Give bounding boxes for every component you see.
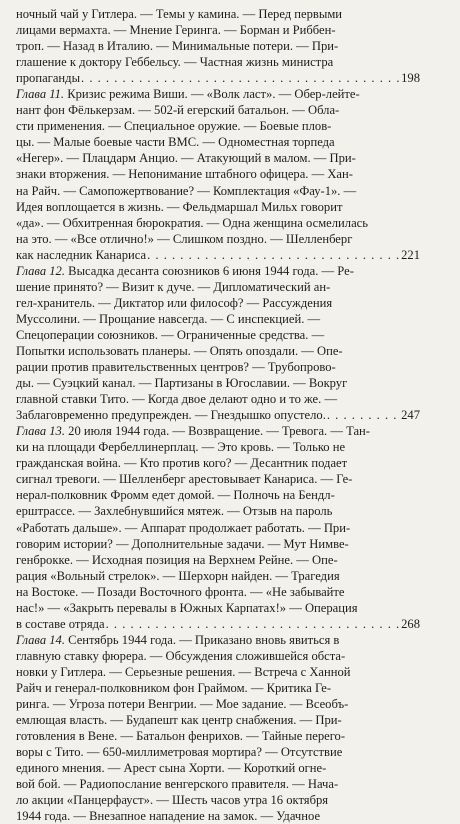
toc-line-text: на это. — «Все отлично!» — Слишком поздно. — Шелленберг bbox=[16, 231, 353, 246]
toc-line bbox=[16, 520, 420, 536]
toc-line-text: Идея воплощается в жизнь. — Фельдмаршал Мильх говорит bbox=[16, 199, 343, 214]
toc-line-text: Спецоперации союзников. — Ограниченные средства. — bbox=[16, 327, 325, 342]
toc-line bbox=[16, 134, 420, 150]
dot-leader bbox=[106, 616, 400, 632]
chapter-label: Глава 12. bbox=[16, 263, 66, 278]
chapter-label: Глава 11. bbox=[16, 87, 65, 102]
toc-line bbox=[16, 664, 420, 680]
toc-line-text: «Негер». — Плацдарм Анцио. — Атакующий в малом. — При- bbox=[16, 151, 356, 166]
toc-line bbox=[16, 327, 420, 343]
toc-line bbox=[16, 183, 420, 199]
page-number: 268 bbox=[401, 616, 420, 631]
toc-line bbox=[16, 359, 420, 375]
dot-leader bbox=[81, 70, 400, 86]
toc-line-text: рация «Вольный стрелок». — Шерхорн найден. — Трагедия bbox=[16, 568, 340, 583]
dot-leader bbox=[327, 407, 400, 423]
toc-line-text: главную ставку фюрера. — Обсуждения сложившейся обста- bbox=[16, 648, 346, 663]
toc-line-text: емлющая власть. — Будапешт как центр снабжения. — При- bbox=[16, 713, 342, 728]
toc-line-text: в составе отряда bbox=[16, 616, 105, 631]
toc-line bbox=[16, 487, 420, 503]
toc-line bbox=[16, 6, 420, 22]
toc-line bbox=[16, 166, 420, 182]
toc-line-text: Заблаговременно предупрежден. — Гнездышко опустело. bbox=[16, 408, 326, 423]
toc-line bbox=[16, 568, 420, 584]
toc-line-text: троп. — Назад в Италию. — Минимальные потери. — При- bbox=[16, 39, 339, 54]
toc-line bbox=[16, 391, 420, 407]
toc-line bbox=[16, 616, 420, 632]
toc-line-text: говорим истории? — Дополнительные задачи. — Мут Нимве- bbox=[16, 536, 349, 551]
chapter-heading-line bbox=[16, 263, 420, 279]
toc-line-text: пропаганды bbox=[16, 71, 81, 86]
toc-line-text: знаки вторжения. — Непонимание штабного офицера. — Хан- bbox=[16, 167, 353, 182]
toc-line bbox=[16, 311, 420, 327]
toc-line bbox=[16, 22, 420, 38]
toc-line-text: Высадка десанта союзников 6 июня 1944 года. — Ре- bbox=[65, 263, 354, 278]
toc-line bbox=[16, 808, 420, 824]
toc-line bbox=[16, 38, 420, 54]
toc-line-text: Муссолини. — Прощание навсегда. — С инспекцией. — bbox=[16, 311, 321, 326]
page-number: 198 bbox=[401, 71, 420, 86]
toc-line bbox=[16, 760, 420, 776]
toc-line-text: 1944 года. — Внезапное нападение на замок. — Удачное bbox=[16, 809, 321, 824]
toc-line-text: ринга. — Угроза потери Венгрии. — Мое задание. — Всеобъ- bbox=[16, 697, 349, 712]
toc-line-text: на Востоке. — Позади Восточного фронта. — «Не забывайте bbox=[16, 584, 345, 599]
chapter-label: Глава 14. bbox=[16, 632, 66, 647]
toc-line bbox=[16, 247, 420, 263]
toc-line bbox=[16, 118, 420, 134]
chapter-label: Глава 13. bbox=[16, 424, 66, 439]
toc-line bbox=[16, 375, 420, 391]
toc-line bbox=[16, 279, 420, 295]
toc-line-text: Сентябрь 1944 года. — Приказано вновь явиться в bbox=[65, 632, 340, 647]
toc-line bbox=[16, 54, 420, 70]
chapter-heading-line bbox=[16, 423, 420, 439]
toc-line-text: нас!» — «Закрыть перевалы в Южных Карпатах!» — Операция bbox=[16, 600, 358, 615]
toc-line bbox=[16, 231, 420, 247]
toc-line bbox=[16, 728, 420, 744]
toc-line bbox=[16, 584, 420, 600]
toc-line-text: сигнал тревоги. — Шелленберг арестовывает Канариса. — Ге- bbox=[16, 472, 353, 487]
toc-line-text: Попытки использовать планеры. — Опять опоздали. — Опе- bbox=[16, 343, 343, 358]
toc-line-text: ло акции «Панцерфауст». — Шесть часов утра 16 октября bbox=[16, 793, 329, 808]
toc-line-text: главной ставки Тито. — Когда двое делают одно и то же. — bbox=[16, 392, 338, 407]
toc-line-text: «да». — Обхитренная бюрократия. — Одна женщина осмелилась bbox=[16, 215, 368, 230]
toc-line-text: Райч и генерал-полковником фон Граймом. — Критика Ге- bbox=[16, 680, 332, 695]
toc-line-text: 20 июля 1944 года. — Возвращение. — Тревога. — Тан- bbox=[65, 424, 370, 439]
toc-line-text: ночный чай у Гитлера. — Темы у камина. — Перед первыми bbox=[16, 7, 343, 21]
toc-line bbox=[16, 215, 420, 231]
toc-line bbox=[16, 696, 420, 712]
toc-line-text: ки на площади Фербеллинерплац. — Это кровь. — Только не bbox=[16, 440, 346, 455]
toc-line bbox=[16, 407, 420, 423]
toc-line-text: Кризис режима Виши. — «Волк ласт». — Обер-лейте- bbox=[64, 87, 360, 102]
toc-line-text: сти применения. — Специальное оружие. — Боевые плов- bbox=[16, 119, 332, 134]
toc-line bbox=[16, 343, 420, 359]
toc-line bbox=[16, 70, 420, 86]
toc-line bbox=[16, 792, 420, 808]
toc-line bbox=[16, 199, 420, 215]
toc-line-text: готовления в Вене. — Батальон фенрихов. — Тайные перего- bbox=[16, 729, 346, 744]
toc-line-text: генброкке. — Исходная позиция на Верхнем Рейне. — Опе- bbox=[16, 552, 338, 567]
toc-line-text: лицами вермахта. — Мнение Геринга. — Борман и Риббен- bbox=[16, 23, 336, 38]
toc-line bbox=[16, 295, 420, 311]
toc-line-text: шение принято? — Визит к дуче. — Дипломатический ан- bbox=[16, 279, 331, 294]
toc-line-text: как наследник Канариса bbox=[16, 247, 147, 262]
toc-line-text: гел-хранитель. — Диктатор или философ? — Рассуждения bbox=[16, 295, 333, 310]
toc-line bbox=[16, 150, 420, 166]
toc-line-text: нант фон Фёлькерзам. — 502-й егерский батальон. — Обла- bbox=[16, 103, 340, 118]
toc-line bbox=[16, 648, 420, 664]
toc-line bbox=[16, 102, 420, 118]
chapter-heading-line bbox=[16, 86, 420, 102]
toc-line bbox=[16, 536, 420, 552]
toc-line-text: ерштрассе. — Захлебнувшийся мятеж. — Отзыв на пароль bbox=[16, 504, 333, 519]
toc-line-text: «Работать дальше». — Аппарат продолжает работать. — При- bbox=[16, 520, 351, 535]
toc-line-text: воры с Тито. — 650-миллиметровая мортира? — Отсутствие bbox=[16, 745, 343, 760]
page-number: 221 bbox=[401, 247, 420, 262]
toc-line bbox=[16, 503, 420, 519]
toc-line bbox=[16, 712, 420, 728]
toc-line-text: ды. — Суэцкий канал. — Партизаны в Югославии. — Вокруг bbox=[16, 376, 348, 391]
toc-line-text: единого мнения. — Арест сына Хорти. — Короткий огне- bbox=[16, 761, 327, 776]
toc-line-text: гражданская война. — Кто против кого? — Десантник подает bbox=[16, 456, 348, 471]
toc-line-text: цы. — Малые боевые части ВМС. — Одноместная торпеда bbox=[16, 135, 335, 150]
toc-line bbox=[16, 455, 420, 471]
toc-line bbox=[16, 744, 420, 760]
toc-line bbox=[16, 471, 420, 487]
page-number: 247 bbox=[401, 408, 420, 423]
toc-line-text: нерал-полковник Фромм едет домой. — Полночь на Бендл- bbox=[16, 488, 335, 503]
toc-line bbox=[16, 439, 420, 455]
toc-line-text: новки у Гитлера. — Серьезные решения. — Встреча с Ханной bbox=[16, 664, 351, 679]
toc-line-text: рации против правительственных центров? — Трубопрово- bbox=[16, 360, 336, 375]
toc-line bbox=[16, 600, 420, 616]
toc-line bbox=[16, 552, 420, 568]
chapter-heading-line bbox=[16, 632, 420, 648]
toc-line bbox=[16, 680, 420, 696]
dot-leader bbox=[147, 247, 400, 263]
toc-line bbox=[16, 776, 420, 792]
toc-line-text: на Райч. — Самопожертвование? — Комплектация «Фау-1». — bbox=[16, 183, 357, 198]
toc-line-text: вой бой. — Радиопослание венгерского правителя. — Нача- bbox=[16, 777, 339, 792]
toc-line-text: глашение к доктору Геббельсу. — Частная жизнь министра bbox=[16, 55, 334, 70]
